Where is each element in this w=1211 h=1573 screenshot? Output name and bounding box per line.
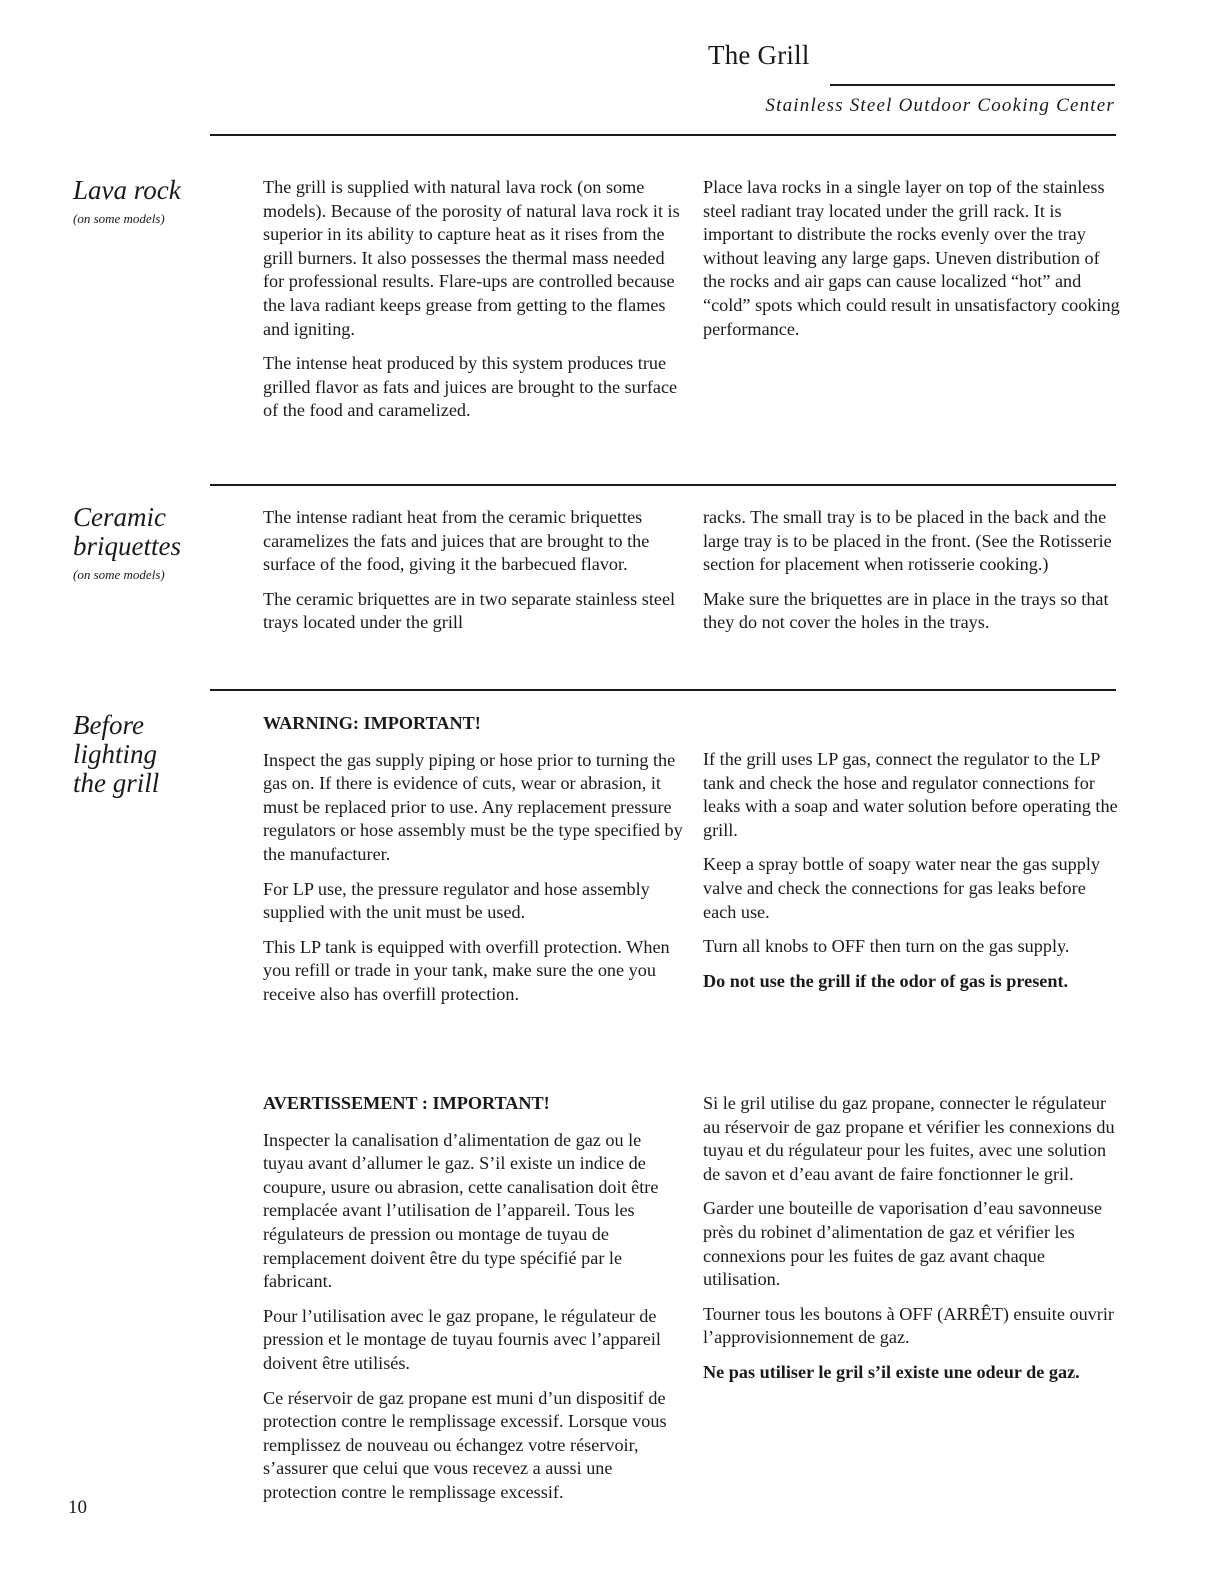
before-lighting-heading-line3: the grill: [73, 768, 160, 798]
paragraph: The intense radiant heat from the ceramic briquettes caramelizes the fats and juices that are brought to the surface of the food, giving it the barbecued flavor.: [263, 507, 650, 575]
paragraph: This LP tank is equipped with overfill protection. When you refill or trade in your tank, make sure the one you receive also has overfill protection.: [263, 936, 670, 1004]
paragraph: Tourner tous les boutons à OFF (ARRÊT) ensuite ouvrir l’approvisionnement de gaz.: [703, 1303, 1114, 1348]
section-divider: [210, 134, 1116, 136]
paragraph: If the grill uses LP gas, connect the regulator to the LP tank and check the hose and regulator connections for leaks with a soap and water solution before operating the grill.: [703, 749, 1118, 840]
ceramic-note: (on some models): [73, 567, 165, 582]
before-lighting-heading: [73, 711, 159, 798]
warning-fr-left-column: [263, 1092, 683, 1516]
ceramic-left-column: [263, 506, 683, 646]
paragraph: For LP use, the pressure regulator and hose assembly supplied with the unit must be used.: [263, 878, 650, 923]
warning-heading-fr: AVERTISSEMENT : IMPORTANT!: [263, 1093, 550, 1113]
warning-bold-fr: Ne pas utiliser le gril s’il existe une odeur de gaz.: [703, 1361, 1080, 1382]
before-lighting-heading-line2: lighting: [73, 739, 158, 769]
page-subtitle: Stainless Steel Outdoor Cooking Center: [765, 95, 1115, 116]
ceramic-heading-block: [73, 503, 181, 583]
ceramic-right-column: [703, 506, 1123, 646]
title-rule: [830, 84, 1115, 86]
paragraph: Ce réservoir de gaz propane est muni d’un dispositif de protection contre le remplissage excessif. Lorsque vous remplissez de nouveau ou échangez votre réservoir, s’assurer que celui que vous recevez a aussi une protection contre le remplissage excessif.: [263, 1387, 667, 1502]
paragraph: Inspecter la canalisation d’alimentation de gaz ou le tuyau avant d’allumer le gaz. S’il existe un indice de coupure, usure ou abrasion, cette canalisation doit être remplacée avant l’utilisation de l’appareil. Tous les régulateurs de pression ou montage de tuyau de remplacement doivent être du type spécifié par le fabricant.: [263, 1129, 659, 1292]
warning-heading-en: WARNING: IMPORTANT!: [263, 713, 481, 733]
ceramic-heading-line2: briquettes: [73, 531, 181, 561]
lava-rock-note: (on some models): [73, 211, 165, 226]
warning-bold-en: Do not use the grill if the odor of gas is present.: [703, 970, 1069, 991]
paragraph: Keep a spray bottle of soapy water near the gas supply valve and check the connections for gas leaks before each use.: [703, 854, 1100, 922]
paragraph: racks. The small tray is to be placed in the back and the large tray is to be placed in the front. (See the Rotisserie section for placement when rotisserie cooking.): [703, 507, 1112, 575]
paragraph: Inspect the gas supply piping or hose prior to turning the gas on. If there is evidence of cuts, wear or abrasion, it must be replaced prior to use. Any replacement pressure regulators or hose assembly must be the type specified by the manufacturer.: [263, 749, 683, 864]
lava-rock-left-column: [263, 176, 683, 434]
page-number: 10: [68, 1497, 87, 1518]
page-title: The Grill: [708, 40, 810, 70]
ceramic-heading: [73, 503, 181, 561]
paragraph: Turn all knobs to OFF then turn on the gas supply.: [703, 936, 1070, 957]
before-lighting-heading-line1: Before: [73, 710, 144, 740]
paragraph: Pour l’utilisation avec le gaz propane, le régulateur de pression et le montage de tuyau fournis avec l’appareil doivent être utilisés.: [263, 1305, 661, 1373]
before-lighting-heading-block: [73, 711, 159, 798]
lava-rock-right-column: [703, 176, 1123, 352]
lava-rock-heading: Lava rock: [73, 175, 181, 205]
paragraph: Garder une bouteille de vaporisation d’eau savonneuse près du robinet d’alimentation de gaz et vérifier les connexions pour les fuites de gaz avant chaque utilisation.: [703, 1198, 1102, 1290]
warning-fr-right-column: [703, 1092, 1123, 1396]
ceramic-heading-line1: Ceramic: [73, 502, 166, 532]
section-divider: [210, 689, 1116, 691]
section-divider: [210, 484, 1116, 486]
warning-en-left-column: [263, 712, 683, 1018]
paragraph: The grill is supplied with natural lava rock (on some models). Because of the porosity of natural lava rock it is superior in its ability to capture heat as it rises from the grill burners. It also possesses the thermal mass needed for professional results. Flare-ups are controlled because the lava radiant keeps grease from getting to the flames and igniting.: [263, 177, 680, 339]
paragraph: The ceramic briquettes are in two separate stainless steel trays located under the grill: [263, 588, 676, 633]
paragraph: Place lava rocks in a single layer on top of the stainless steel radiant tray located under the grill rack. It is important to distribute the rocks evenly over the tray without leaving any large gaps. Uneven distribution of the rocks and air gaps can cause localized “hot” and “cold” spots which could result in unsatisfactory cooking performance.: [703, 177, 1120, 339]
lava-rock-heading-block: [73, 176, 181, 227]
paragraph: Si le gril utilise du gaz propane, connecter le régulateur au réservoir de gaz propane et vérifier les connexions du tuyau et du régulateur pour les fuites, avec une solution de savon et d’eau avant de faire fonctionner le gril.: [703, 1093, 1115, 1184]
warning-en-right-column: [703, 748, 1123, 1004]
paragraph: Make sure the briquettes are in place in the trays so that they do not cover the holes in the trays.: [703, 588, 1109, 633]
paragraph: The intense heat produced by this system produces true grilled flavor as fats and juices are brought to the surface of the food and caramelized.: [263, 353, 678, 421]
